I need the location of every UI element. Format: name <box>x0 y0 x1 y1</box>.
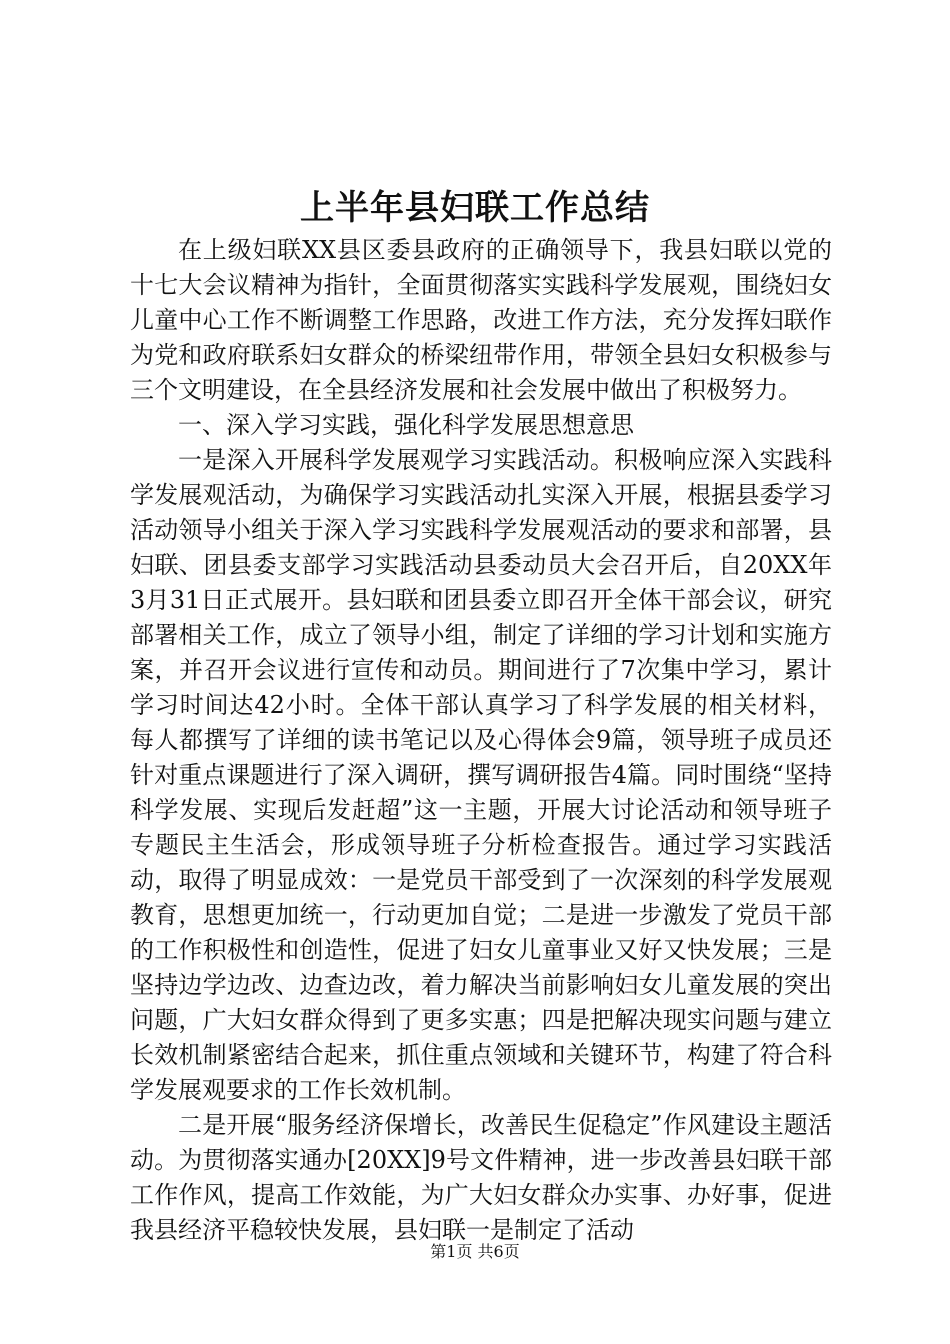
document-body <box>130 233 832 1248</box>
paragraph-work-style: 二是开展“服务经济保增长，改善民生促稳定”作风建设主题活动。为贯彻落实通办[20XX]9号文件精神，进一步改善县妇联干部工作作风，提高工作效能，为广大妇女群众办实事、办好事，促进我县经济平稳较快发展，县妇联一是制定了活动 <box>130 1111 832 1244</box>
paragraph-intro: 在上级妇联XX县区委县政府的正确领导下，我县妇联以党的十七大会议精神为指针，全面贯彻落实实践科学发展观，围绕妇女儿童中心工作不断调整工作思路，改进工作方法，充分发挥妇联作为党和政府联系妇女群众的桥梁纽带作用，带领全县妇女积极参与三个文明建设，在全县经济发展和社会发展中做出了积极努力。 <box>130 236 832 404</box>
section-heading-1: 一、深入学习实践，强化科学发展思想意思 <box>178 411 634 439</box>
document-title: 上半年县妇联工作总结 <box>300 188 650 228</box>
page-footer: 第1页 共6页 <box>430 1242 520 1261</box>
paragraph-study-practice: 一是深入开展科学发展观学习实践活动。积极响应深入实践科学发展观活动，为确保学习实践活动扎实深入开展，根据县委学习活动领导小组关于深入学习实践科学发展观活动的要求和部署，县妇联、团县委支部学习实践活动县委动员大会召开后，自20XX年3月31日正式展开。县妇联和团县委立即召开全体干部会议，研究部署相关工作，成立了领导小组，制定了详细的学习计划和实施方案，并召开会议进行宣传和动员。期间进行了7次集中学习，累计学习时间达42小时。全体干部认真学习了科学发展的相关材料，每人都撰写了详细的读书笔记以及心得体会9篇，领导班子成员还针对重点课题进行了深入调研，撰写调研报告4篇。同时围绕“坚持科学发展、实现后发赶超”这一主题，开展大讨论活动和领导班子专题民主生活会，形成领导班子分析检查报告。通过学习实践活动，取得了明显成效：一是党员干部受到了一次深刻的科学发展观教育，思想更加统一，行动更加自觉；二是进一步激发了党员干部的工作积极性和创造性，促进了妇女儿童事业又好又快发展；三是坚持边学边改、边查边改，着力解决当前影响妇女儿童发展的突出问题，广大妇女群众得到了更多实惠；四是把解决现实问题与建立长效机制紧密结合起来，抓住重点领域和关键环节，构建了符合科学发展观要求的工作长效机制。 <box>130 446 832 1104</box>
